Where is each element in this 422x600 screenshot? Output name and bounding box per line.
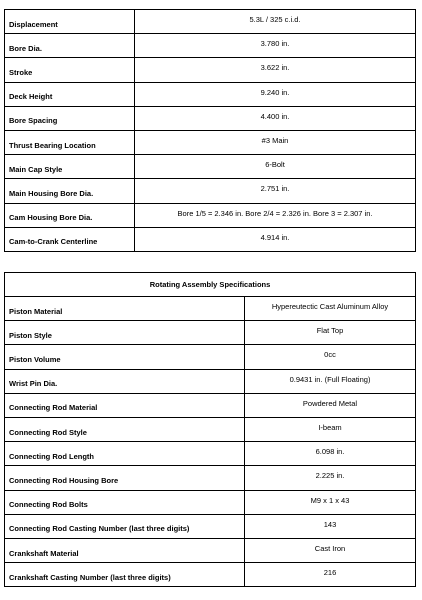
spec-label: Connecting Rod Length xyxy=(5,442,245,466)
table-row xyxy=(5,369,416,393)
spec-value: 216 xyxy=(245,563,416,587)
spec-label: Thrust Bearing Location xyxy=(5,130,135,154)
table-row xyxy=(5,490,416,514)
spec-label: Piston Style xyxy=(5,321,245,345)
table-row xyxy=(5,82,416,106)
spec-value: #3 Main xyxy=(135,130,416,154)
spec-label: Main Cap Style xyxy=(5,155,135,179)
spec-label: Connecting Rod Material xyxy=(5,393,245,417)
spec-value: M9 x 1 x 43 xyxy=(245,490,416,514)
table-row xyxy=(5,227,416,251)
spec-value: Bore 1/5 = 2.346 in. Bore 2/4 = 2.326 in. Bore 3 = 2.307 in. xyxy=(135,203,416,227)
table-row xyxy=(5,345,416,369)
table-row xyxy=(5,10,416,34)
table-row xyxy=(5,321,416,345)
engine-specifications-body xyxy=(5,10,416,252)
spec-value: 9.240 in. xyxy=(135,82,416,106)
spec-value: Powdered Metal xyxy=(245,393,416,417)
spec-label: Piston Volume xyxy=(5,345,245,369)
spec-value: 143 xyxy=(245,514,416,538)
spec-value: 3.780 in. xyxy=(135,34,416,58)
table-row xyxy=(5,466,416,490)
spec-value: 4.400 in. xyxy=(135,106,416,130)
spec-value: I-beam xyxy=(245,417,416,441)
spec-label: Wrist Pin Dia. xyxy=(5,369,245,393)
spec-label: Crankshaft Material xyxy=(5,538,245,562)
spec-label: Connecting Rod Style xyxy=(5,417,245,441)
spec-label: Cam-to-Crank Centerline xyxy=(5,227,135,251)
spec-label: Bore Dia. xyxy=(5,34,135,58)
spec-label: Cam Housing Bore Dia. xyxy=(5,203,135,227)
table-title-row xyxy=(5,273,416,297)
spec-label: Bore Spacing xyxy=(5,106,135,130)
spec-label: Connecting Rod Housing Bore xyxy=(5,466,245,490)
spec-label: Main Housing Bore Dia. xyxy=(5,179,135,203)
table-row xyxy=(5,58,416,82)
table-row xyxy=(5,297,416,321)
spec-value: 0.9431 in. (Full Floating) xyxy=(245,369,416,393)
table-row xyxy=(5,442,416,466)
spec-label: Connecting Rod Casting Number (last three digits) xyxy=(5,514,245,538)
spec-value: 6.098 in. xyxy=(245,442,416,466)
spec-value: 5.3L / 325 c.i.d. xyxy=(135,10,416,34)
spec-value: Hypereutectic Cast Aluminum Alloy xyxy=(245,297,416,321)
spec-value: 3.622 in. xyxy=(135,58,416,82)
spec-value: 0cc xyxy=(245,345,416,369)
table-row xyxy=(5,538,416,562)
spec-value: Cast Iron xyxy=(245,538,416,562)
spec-value: 2.751 in. xyxy=(135,179,416,203)
table-row xyxy=(5,179,416,203)
table-row xyxy=(5,130,416,154)
table-row xyxy=(5,417,416,441)
spec-value: 6-Bolt xyxy=(135,155,416,179)
spec-label: Displacement xyxy=(5,10,135,34)
spec-label: Stroke xyxy=(5,58,135,82)
spec-label: Connecting Rod Bolts xyxy=(5,490,245,514)
spec-value: Flat Top xyxy=(245,321,416,345)
rotating-assembly-body xyxy=(5,273,416,587)
table-row xyxy=(5,106,416,130)
table-row xyxy=(5,563,416,587)
table-row xyxy=(5,393,416,417)
table-row xyxy=(5,155,416,179)
spec-label: Crankshaft Casting Number (last three digits) xyxy=(5,563,245,587)
table-title: Rotating Assembly Specifications xyxy=(5,273,416,297)
spec-label: Piston Material xyxy=(5,297,245,321)
table-row xyxy=(5,203,416,227)
table-row xyxy=(5,34,416,58)
spec-label: Deck Height xyxy=(5,82,135,106)
table-row xyxy=(5,514,416,538)
rotating-assembly-table xyxy=(4,272,416,587)
spec-value: 2.225 in. xyxy=(245,466,416,490)
spec-value: 4.914 in. xyxy=(135,227,416,251)
engine-specifications-table xyxy=(4,9,416,252)
